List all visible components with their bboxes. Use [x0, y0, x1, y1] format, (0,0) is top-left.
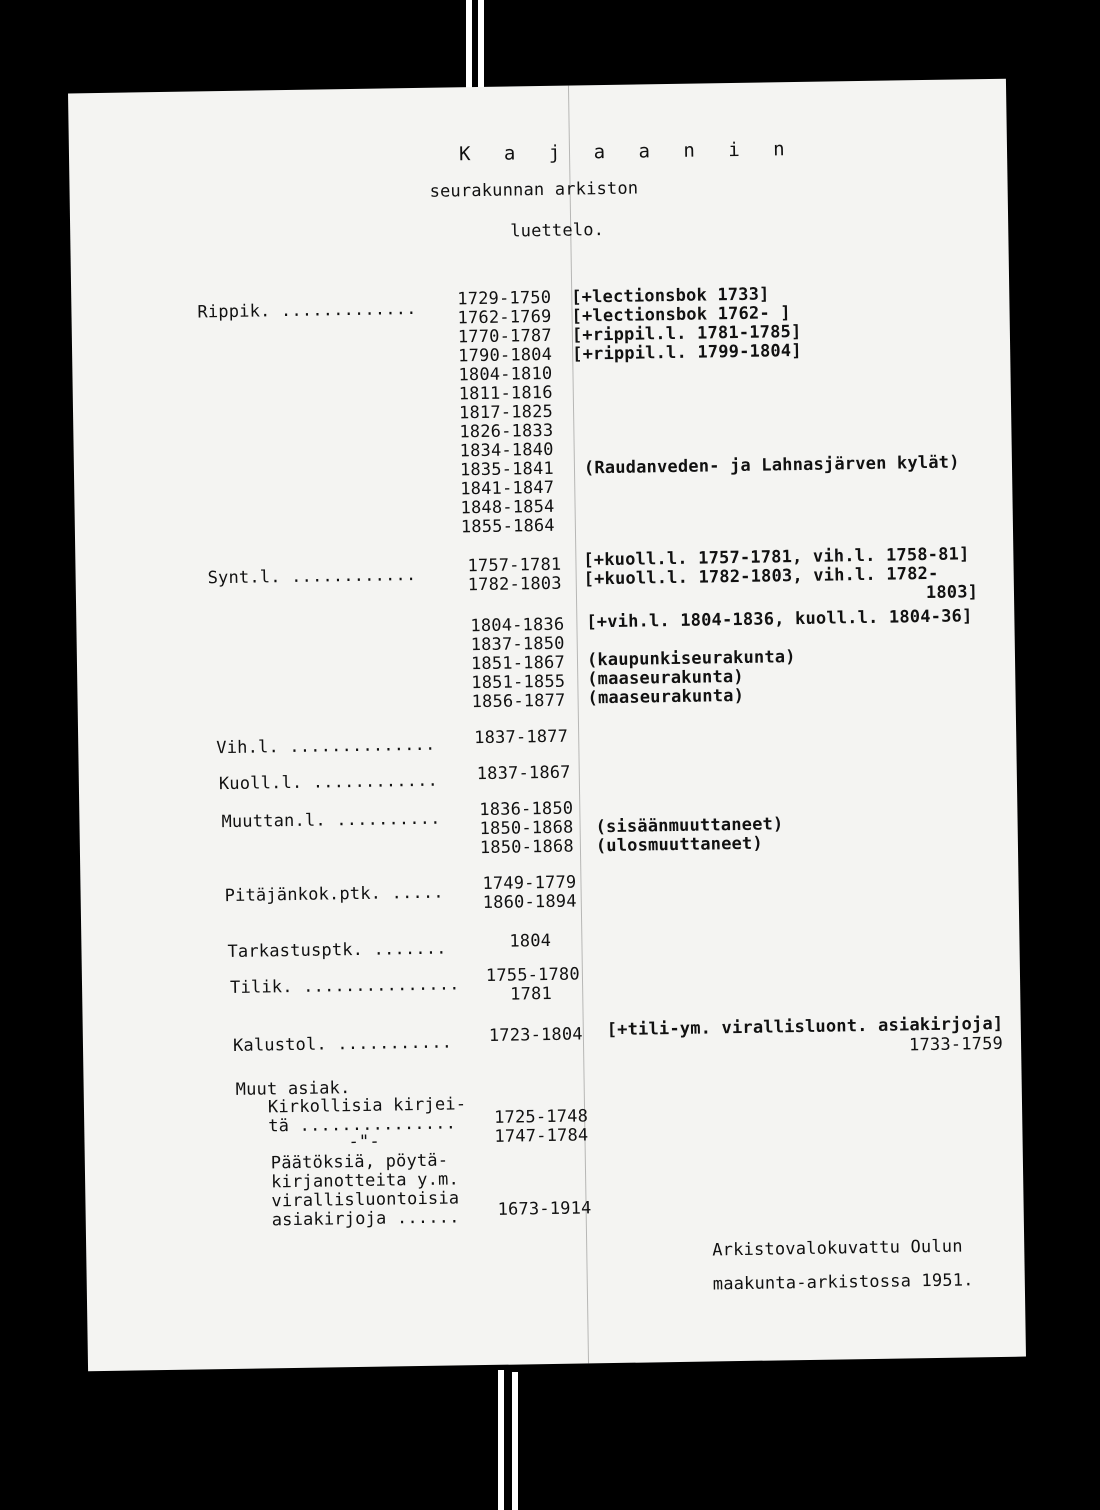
year-range: 1811-1816: [458, 382, 553, 405]
year-range: 1837-1850: [470, 633, 565, 656]
synt-notes-2: [586, 607, 974, 708]
note: [+kuoll.l. 1782-1803, vih.l. 1782-: [583, 563, 939, 590]
rippik-note-villages: (Raudanveden- ja Lahnasjärven kylät): [583, 452, 960, 479]
muuttan-years: [479, 800, 574, 858]
year-range: 1804-1810: [458, 363, 553, 386]
year-range: 1855-1864: [460, 515, 555, 538]
year-range: 1762-1769: [457, 306, 552, 329]
vih-years: 1837-1877: [474, 726, 569, 749]
tilik-years: [486, 966, 581, 1005]
kalustol-years: 1723-1804: [488, 1024, 583, 1046]
vih-label: Vih.l. ..............: [216, 734, 436, 759]
synt-years: [467, 556, 562, 595]
rippik-label: Rippik. .............: [197, 298, 417, 323]
kalustol-note-continued: 1733-1759: [908, 1033, 1004, 1056]
year-range: 1770-1787: [457, 325, 552, 348]
year-range: 1749-1779: [482, 872, 577, 895]
note: [+vih.l. 1804-1836, kuoll.l. 1804-36]: [586, 606, 973, 633]
sub-label: kirjanotteita y.m.: [270, 1169, 460, 1193]
year-range: 1856-1877: [471, 690, 566, 713]
document-page: [68, 79, 1026, 1372]
document-subtitle-2: luettelo.: [510, 220, 605, 242]
synt-notes: [583, 545, 970, 589]
muut-sub1: [268, 1095, 467, 1136]
note: [+lectionsbok 1733]: [571, 284, 770, 308]
sub-label: tä ...............: [268, 1113, 457, 1137]
year-range: 1804-1836: [470, 614, 565, 637]
year-range: 1782-1803: [467, 573, 562, 596]
note: (sisäänmuuttaneet): [595, 814, 784, 838]
synt-label: Synt.l. ............: [207, 565, 417, 589]
kuoll-years: 1837-1867: [476, 762, 571, 785]
note: (ulosmuuttaneet): [595, 833, 764, 857]
muut-label: Muut asiak.: [235, 1078, 351, 1100]
year-range: 1850-1868: [479, 817, 574, 840]
synt-years-2: [470, 616, 565, 712]
note: [+rippil.l. 1799-1804]: [572, 340, 802, 365]
year-range: 1725-1748: [494, 1106, 589, 1128]
year-range: 1729-1750: [457, 287, 552, 310]
tarkastus-label: Tarkastusptk. .......: [227, 938, 447, 963]
note: (kaupunkiseurakunta): [586, 647, 796, 671]
year-range: 1851-1867: [470, 652, 566, 675]
year-range: 1817-1825: [458, 401, 554, 424]
muuttan-notes: [595, 815, 783, 856]
note: (maaseurakunta): [587, 685, 745, 709]
film-strip-bottom-left: [498, 1370, 504, 1510]
year-range: 1826-1833: [459, 420, 554, 443]
page-fold-line: [568, 86, 589, 1364]
year-range: 1850-1868: [479, 836, 574, 859]
pitajankok-label: Pitäjänkok.ptk. .....: [224, 882, 444, 907]
muut-sub1-years: [494, 1107, 589, 1146]
footer-line-1: Arkistovalokuvattu Oulun: [712, 1236, 963, 1261]
footer-line-2: maakunta-arkistossa 1951.: [712, 1270, 974, 1295]
muuttan-label: Muuttan.l. ..........: [221, 808, 441, 833]
sub-label: asiakirjoja ......: [271, 1207, 460, 1231]
film-strip-top-right: [478, 0, 484, 100]
sub-label: Päätöksiä, pöytä-: [270, 1150, 449, 1174]
synt-note-continued: 1803]: [925, 582, 979, 604]
sub-label: virallisluontoisia: [271, 1188, 460, 1212]
document-subtitle: seurakunnan arkiston: [429, 178, 639, 202]
muut-sub2-years: 1673-1914: [497, 1198, 592, 1220]
year-range: 1841-1847: [460, 477, 555, 500]
tarkastus-years: 1804: [509, 930, 552, 952]
pitajankok-years: [482, 874, 577, 913]
sub-label: Kirkollisia kirjei-: [267, 1094, 467, 1118]
kuoll-label: Kuoll.l. ............: [218, 770, 439, 795]
year-range: 1790-1804: [458, 344, 553, 367]
document-title: K a j a a n i n: [458, 138, 796, 166]
year-range: 1851-1855: [471, 671, 566, 694]
kalustol-label: Kalustol. ...........: [232, 1032, 453, 1056]
year-range: 1848-1854: [460, 496, 555, 519]
year-range: 1860-1894: [482, 891, 577, 914]
muut-sub2: [271, 1151, 460, 1230]
tilik-label: Tilik. ...............: [229, 974, 460, 999]
year-range: 1747-1784: [494, 1125, 589, 1147]
film-strip-bottom-right: [512, 1372, 518, 1510]
year-range: 1781: [510, 983, 553, 1005]
note: [+kuoll.l. 1757-1781, vih.l. 1758-81]: [583, 544, 970, 571]
year-range: 1834-1840: [459, 439, 554, 462]
note: [+rippil.l. 1781-1785]: [571, 321, 802, 346]
rippik-years: [457, 289, 555, 537]
rippik-notes: [571, 285, 802, 365]
year-range: 1835-1841: [459, 458, 555, 481]
ditto-mark: -"-: [348, 1131, 380, 1153]
year-range: 1755-1780: [485, 964, 581, 986]
note: (maaseurakunta): [587, 666, 744, 690]
note: [+lectionsbok 1762- ]: [571, 303, 791, 327]
year-range: 1757-1781: [467, 554, 562, 577]
year-range: 1836-1850: [479, 798, 574, 821]
kalustol-note: [+tili-ym. virallisluont. asiakirjoja]: [606, 1013, 1004, 1041]
